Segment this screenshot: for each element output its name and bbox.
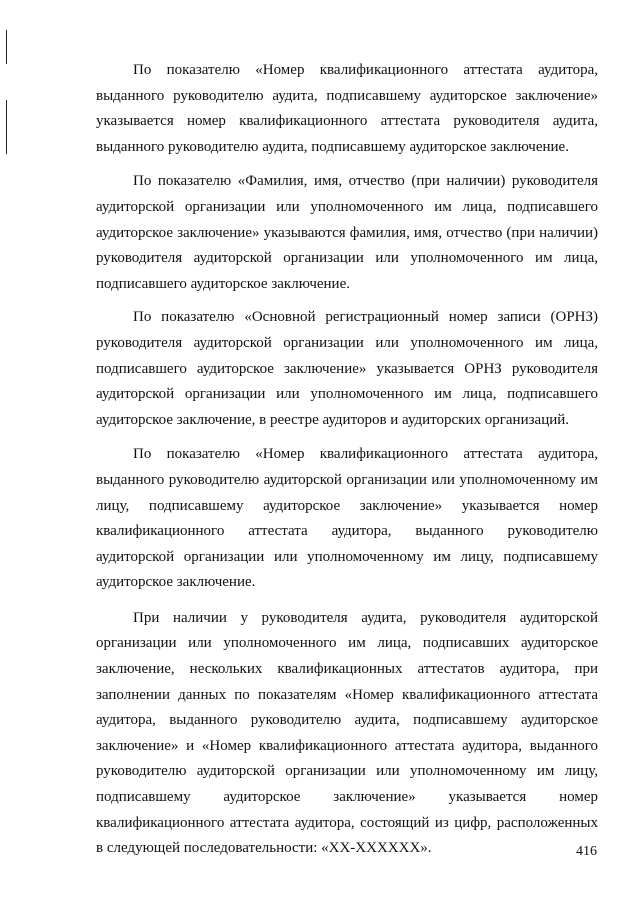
paragraph-3: По показателю «Основной регистрационный номер записи (ОРНЗ) руководителя аудиторской организации или уполномоченного им лица, подписавшего аудиторское заключение» указывается ОРНЗ руководителя аудиторской организации или уполномоченного им лица, подписавшего аудиторское заключение, в реестре аудиторов и аудиторских организаций. (96, 309, 598, 428)
paragraph-4: По показателю «Номер квалификационного аттестата аудитора, выданного руководителю аудиторской организации или уполномоченному им лицу, подписавшему аудиторское заключение» указывается номер квалификационного аттестата аудитора, выданного руководителю аудиторской организации или уполномоченному им лицу, подписавшему аудиторское заключение. (96, 446, 598, 591)
paragraph-1: По показателю «Номер квалификационного аттестата аудитора, выданного руководителю аудита, подписавшему аудиторское заключение» указывается номер квалификационного аттестата руководителя аудита, выданного руководителю аудита, подписавшему аудиторское заключение. (96, 62, 598, 155)
margin-mark (6, 100, 7, 154)
paragraph-5: При наличии у руководителя аудита, руководителя аудиторской организации или уполномоченного им лица, подписавших аудиторское заключение, нескольких квалификационных аттестатов аудитора, при заполнении данных по показателям «Номер квалификационного аттестата аудитора, выданного руководителю аудита, подписавшему аудиторское заключение» и «Номер квалификационного аттестата аудитора, выданного руководителю аудиторской организации или уполномоченному им лицу, подписавшему аудиторское заключение» указывается номер квалификационного аттестата аудитора, состоящий из цифр, расположенных в следующей последовательности: «XX-XXXXXX». (96, 609, 598, 857)
document-body (96, 58, 598, 867)
page-number: 416 (576, 844, 597, 859)
paragraph-2: По показателю «Фамилия, имя, отчество (при наличии) руководителя аудиторской организации или уполномоченного им лица, подписавшего аудиторское заключение» указываются фамилия, имя, отчество (при наличии) руководителя аудиторской организации или уполномоченного им лица, подписавшего аудиторское заключение. (96, 173, 598, 292)
margin-mark (6, 30, 7, 64)
